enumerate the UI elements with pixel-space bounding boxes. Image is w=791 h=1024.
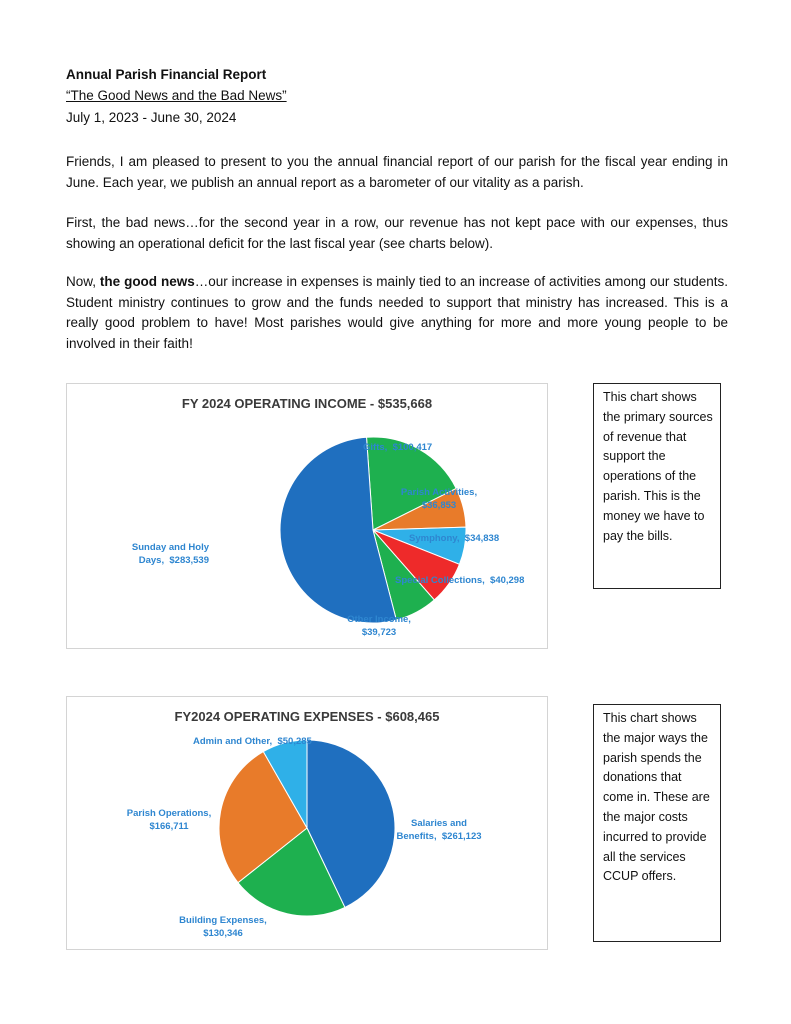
report-title: Annual Parish Financial Report — [66, 67, 267, 82]
expenses-label-admin-value: $50,285 — [277, 736, 312, 747]
income-label-sunday-value: $283,539 — [169, 555, 209, 566]
income-label-other-income-name: Other Income, — [347, 614, 411, 625]
good-news-bold: the good news — [99, 274, 195, 289]
income-label-gifts-name: Gifts, — [363, 442, 388, 453]
expenses-label-parish-operations-value: $166,711 — [149, 821, 189, 832]
income-label-special-collections — [395, 574, 524, 587]
expenses-label-salaries-line2 — [389, 830, 489, 843]
income-label-symphony-name: Symphony, — [409, 533, 460, 544]
income-label-special-collections-value: $40,298 — [490, 575, 525, 586]
income-chart-note-text: This chart shows the primary sources of revenue that support the operations of the parish. This is the money we have to pay the bills. — [603, 390, 713, 543]
income-label-gifts-value: $100,417 — [392, 442, 433, 453]
expenses-chart-panel — [66, 696, 548, 950]
report-date-range: July 1, 2023 - June 30, 2024 — [66, 110, 237, 125]
income-label-parish-activities-value: $36,853 — [421, 500, 457, 511]
income-label-sunday-name2: Days, — [138, 555, 165, 566]
income-chart-title: FY 2024 OPERATING INCOME - $535,668 — [181, 396, 433, 411]
expenses-label-building-name: Building Expenses, — [179, 915, 267, 926]
report-subtitle: “The Good News and the Bad News” — [66, 88, 287, 103]
income-label-special-collections-name: Special Collections, — [395, 575, 485, 586]
expenses-chart-note-text: This chart shows the major ways the parish spends the donations that come in. These are the major costs incurred to provide all the services CCUP offers. — [603, 711, 710, 884]
expenses-label-salaries — [389, 817, 489, 843]
income-label-sunday-name: Sunday and Holy — [131, 542, 209, 553]
income-label-sunday — [107, 541, 209, 567]
income-label-symphony — [409, 532, 499, 545]
income-chart-note — [593, 383, 721, 589]
income-label-sunday-line2 — [107, 554, 209, 567]
expenses-label-admin — [193, 735, 312, 748]
good-news-body: …our increase in expenses is mainly tied to an increase of activities among our students. Student ministry continues to grow and the funds needed to support that ministry has increased. This is a really good problem to have! Most parishes would give anything for more and more young people to be involved in their faith! — [66, 274, 729, 351]
expenses-chart-note — [593, 704, 721, 942]
expenses-label-salaries-name: Salaries and — [411, 818, 467, 829]
expenses-label-salaries-name2: Benefits, — [396, 831, 437, 842]
expenses-label-admin-name: Admin and Other, — [193, 736, 273, 747]
bad-news-paragraph: First, the bad news…for the second year in a row, our revenue has not kept pace with our expenses, thus showing an operational deficit for the last fiscal year (see charts below). — [66, 215, 728, 251]
income-pie-chart — [67, 384, 547, 648]
income-label-parish-activities-name: Parish Activities, — [400, 487, 478, 498]
good-news-paragraph — [66, 272, 728, 354]
expenses-label-salaries-value: $261,123 — [441, 831, 482, 842]
good-news-prefix: Now, — [66, 274, 100, 289]
income-label-symphony-value: $34,838 — [464, 533, 500, 544]
income-label-other-income-value: $39,723 — [361, 627, 397, 638]
expenses-label-parish-operations-name: Parish Operations, — [126, 808, 212, 819]
income-label-other-income — [339, 613, 419, 639]
expenses-chart-title: FY2024 OPERATING EXPENSES - $608,465 — [174, 709, 440, 724]
intro-paragraph: Friends, I am pleased to present to you the annual financial report of our parish for the fiscal year ending in June. Each year, we publish an annual report as a barometer of our vitality as a parish. — [66, 154, 728, 190]
expenses-label-building-value: $130,346 — [203, 928, 243, 939]
income-label-parish-activities — [393, 486, 485, 512]
income-label-gifts — [363, 441, 432, 454]
expenses-label-parish-operations — [121, 807, 217, 833]
expenses-label-building — [171, 914, 275, 940]
income-chart-panel — [66, 383, 548, 649]
